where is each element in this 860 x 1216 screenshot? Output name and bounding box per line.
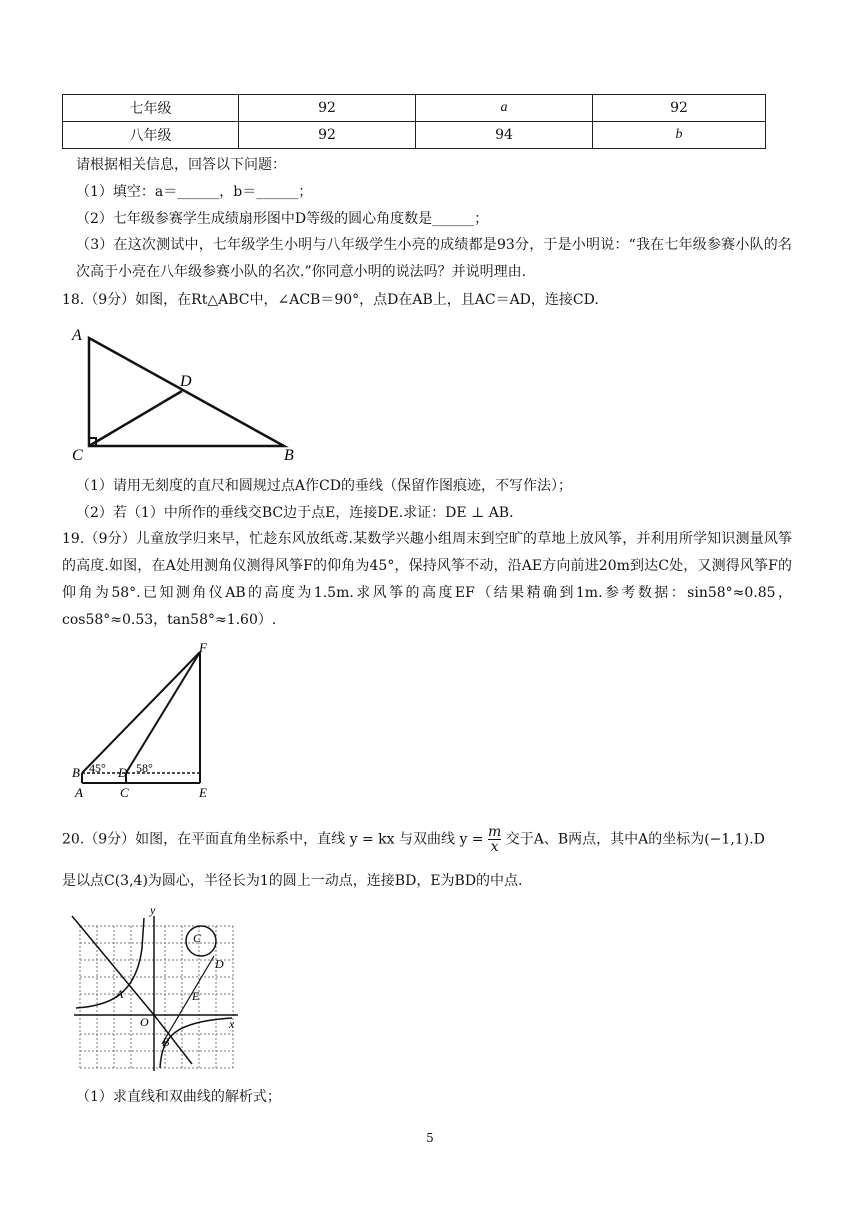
table-cell: 92 — [593, 95, 766, 122]
angle-45-label: 45° — [89, 761, 106, 775]
q18-part1: （1）请用无刻度的直尺和圆规过点A作CD的垂线（保留作图痕迹，不写作法）； — [76, 478, 572, 494]
label-d: D — [215, 957, 224, 971]
table-row — [63, 95, 766, 122]
axis-label-x: x — [229, 1017, 235, 1031]
q18-part2: （2）若（1）中所作的垂线交BC边于点E，连接DE.求证：DE ⊥ AB. — [76, 505, 514, 521]
label-a: A — [75, 785, 83, 800]
q20-stem-part: 交于A、B两点，其中A的坐标为(−1,1).D — [501, 831, 765, 848]
table-cell: 八年级 — [63, 122, 239, 149]
q18-stem: 18.（9分）如图，在Rt△ABC中，∠ACB＝90°，点D在AB上，且AC＝AD，连接CD. — [62, 292, 599, 308]
label-e: E — [199, 785, 207, 800]
table-cell: 94 — [416, 122, 593, 149]
label-a: A — [116, 987, 124, 1001]
kite-figure — [62, 640, 232, 802]
fraction-numerator: m — [487, 824, 502, 840]
angle-58-label: 58° — [136, 761, 153, 775]
fraction-denominator: x — [490, 839, 499, 855]
score-table — [62, 94, 766, 149]
table-cell: 92 — [239, 95, 416, 122]
label-d: D — [180, 373, 192, 390]
q20-part1: （1）求直线和双曲线的解析式； — [76, 1089, 281, 1105]
fraction-m-over-x — [488, 825, 501, 854]
table-row — [63, 122, 766, 149]
label-e: E — [192, 989, 200, 1003]
q19-stem: 19.（9分）儿童放学归来早，忙趁东风放纸鸢.某数学兴趣小组周末到空旷的草地上放风筝，并利用所学知识测量风筝的高度.如图，在A处用测角仪测得风筝F的仰角为45°，保持风筝不动，沿AE方向前进20m到达C处，又测得风筝F的仰角为58°.已知测角仪AB的高度为1.5m.求风筝的高度EF（结果精确到1m.参考数据：sin58°≈0.85，cos58°≈0.53，tan58°≈1.60）. — [62, 531, 792, 628]
q17-intro: 请根据相关信息，回答以下问题： — [76, 157, 286, 173]
table-cell: 92 — [239, 122, 416, 149]
table-cell: 七年级 — [63, 95, 239, 122]
axis-label-y: y — [150, 908, 156, 917]
label-d: D — [118, 765, 128, 780]
q20-stem-line1 — [62, 825, 765, 854]
label-b: B — [72, 765, 80, 780]
label-c: C — [120, 785, 129, 800]
q17-part3: （3）在这次测试中，七年级学生小明与八年级学生小亮的成绩都是93分，于是小明说：“我在七年级参赛小队的名次高于小亮在八年级参赛小队的名次.”你同意小明的说法吗？并说明理由. — [76, 237, 792, 280]
q17-part1: （1）填空：a＝______，b＝______； — [76, 184, 313, 200]
label-c: C — [72, 447, 83, 464]
q20-stem-line2: 是以点C(3,4)为圆心，半径长为1的圆上一动点，连接BD，E为BD的中点. — [62, 873, 523, 889]
table-cell: b — [593, 122, 766, 149]
page-number: 5 — [426, 1131, 434, 1145]
label-c: C — [193, 931, 202, 945]
q17-part2: （2）七年级参赛学生成绩扇形图中D等级的圆心角度数是______； — [76, 211, 489, 227]
triangle-figure — [62, 318, 322, 466]
label-a: A — [72, 327, 82, 344]
coordinate-figure — [68, 908, 244, 1074]
label-b: B — [284, 447, 294, 464]
label-f: F — [199, 640, 207, 655]
table-cell: a — [416, 95, 593, 122]
label-o: O — [140, 1015, 149, 1029]
q20-stem-part: 20.（9分）如图，在平面直角坐标系中，直线 y = kx 与双曲线 y = — [62, 831, 488, 848]
label-b: B — [162, 1035, 170, 1049]
